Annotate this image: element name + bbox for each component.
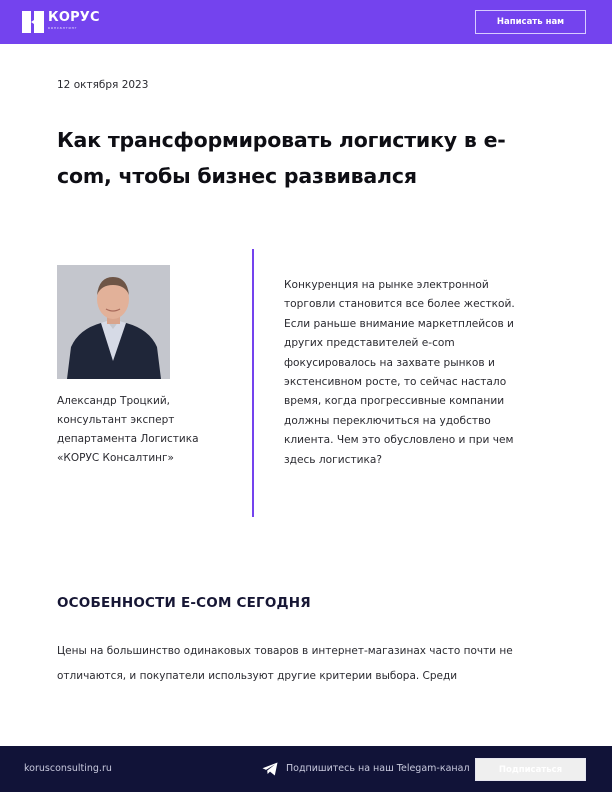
author-portrait-image: [57, 265, 170, 379]
site-link[interactable]: korusconsulting.ru: [24, 763, 112, 774]
brand-name: КОРУС: [48, 10, 100, 25]
author-photo: [57, 265, 170, 379]
author-position: консультант эксперт: [57, 414, 175, 426]
quote-divider: [252, 249, 254, 517]
subscribe-button[interactable]: Подписаться: [475, 758, 586, 781]
section-heading: ОСОБЕННОСТИ E-COM СЕГОДНЯ: [57, 595, 311, 611]
article-lead: Конкуренция на рынке электронной торговли становится все более жесткой. Если раньше внимание маркетплейсов и других представителей e-com фокусировалось на захвате рынков и экстенсивном росте, то сейчас настало время, когда прогрессивные компании должны переключиться на удобство клиента. Чем это обусловлено и при чем здесь логистика?: [284, 279, 515, 466]
site-header: [0, 0, 612, 44]
write-us-button[interactable]: Написать нам: [475, 10, 586, 34]
article-date: 12 октября 2023: [57, 79, 149, 91]
korus-logo-icon: [22, 11, 44, 33]
author-company: «КОРУС Консалтинг»: [57, 452, 174, 464]
brand-subtitle: консалтинг: [48, 26, 78, 30]
article-title: Как трансформировать логистику в e-com, чтобы бизнес развивался: [57, 128, 506, 188]
author-department: департамента Логистика: [57, 433, 199, 445]
korus-logo[interactable]: [22, 11, 100, 33]
article-paragraph: Цены на большинство одинаковых товаров в интернет-магазинах часто почти не отличаются, и покупатели используют другие критерии выбора. Среди: [57, 645, 513, 682]
author-caption: [57, 392, 247, 468]
site-footer: [0, 746, 612, 792]
telegram-icon: [262, 762, 278, 776]
telegram-subscribe-text[interactable]: Подпишитесь на наш Telegam-канал: [286, 763, 470, 774]
author-name: Александр Троцкий,: [57, 395, 171, 407]
